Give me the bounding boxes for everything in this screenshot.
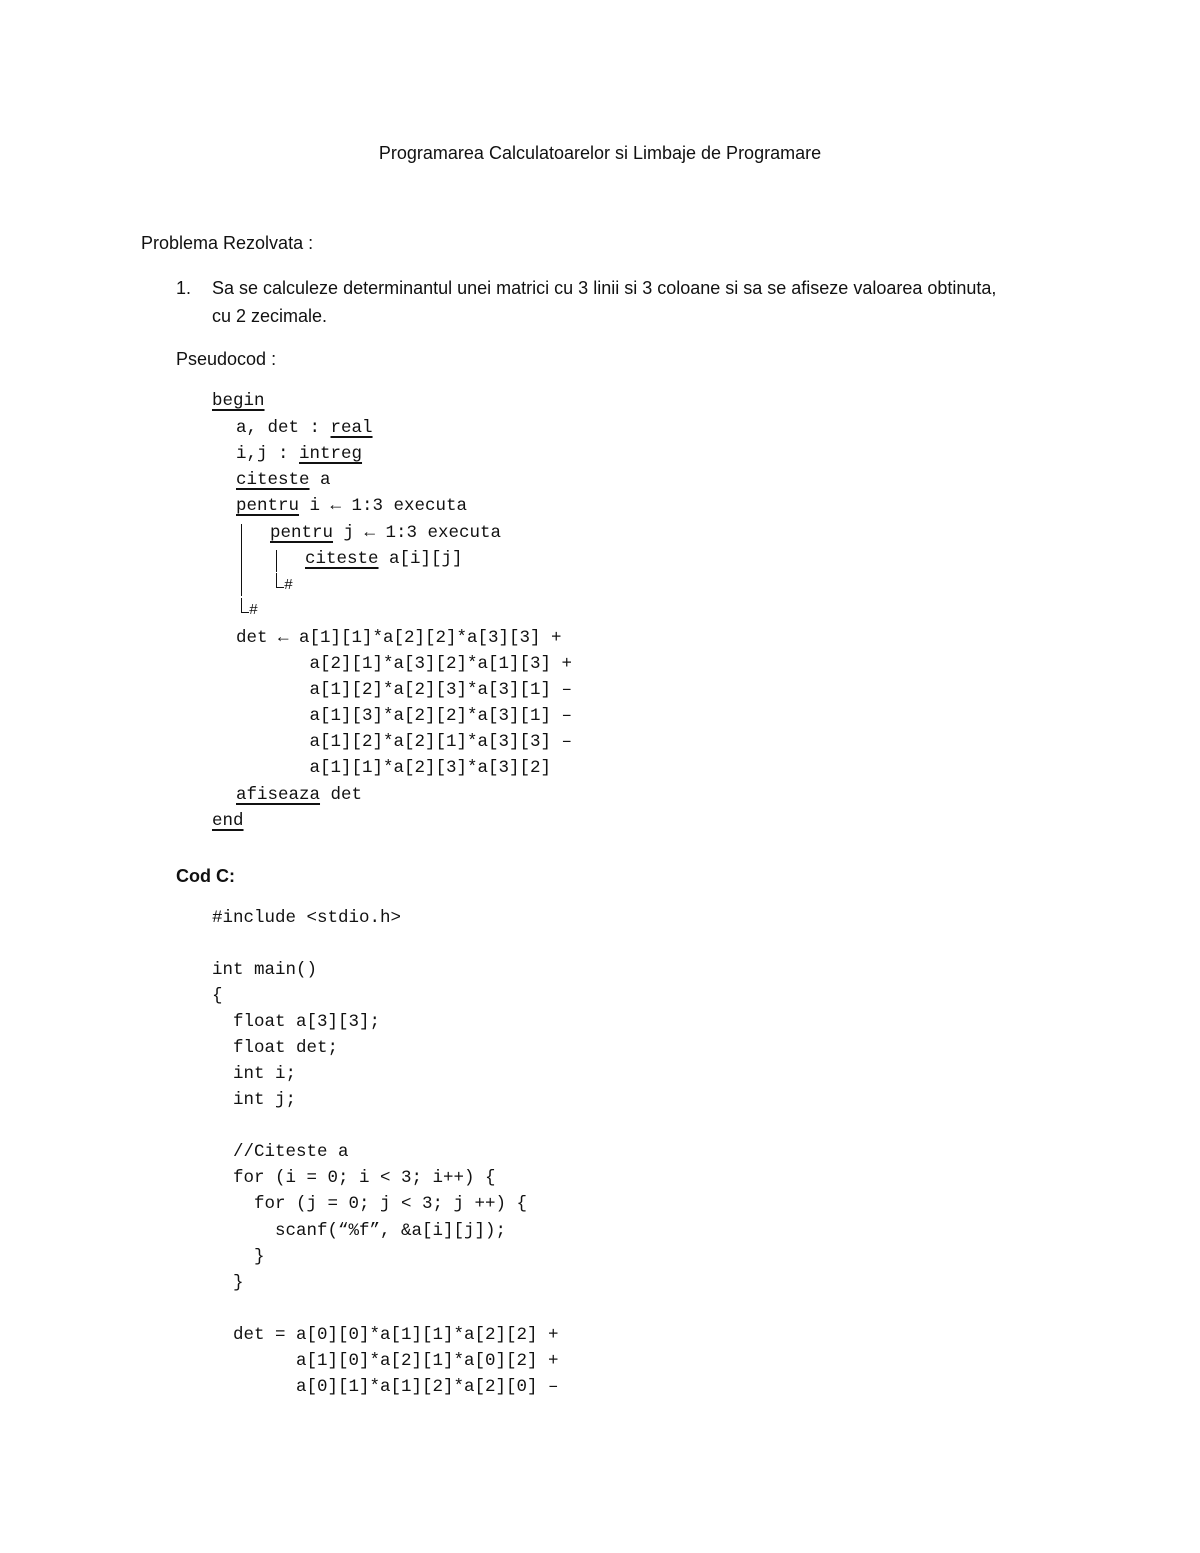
c-code-line: int j; (212, 1090, 297, 1110)
for-inner-rest: j ← 1:3 executa (333, 523, 502, 543)
read-arg: a (309, 470, 331, 490)
pseudo-det-line: det ← a[1][1]*a[2][2]*a[3][3] + (236, 628, 562, 648)
problem-text-line-1: Sa se calculeze determinantul unei matrici cu 3 linii si 3 coloane si sa se afiseze valoarea obtinuta, (212, 278, 997, 298)
c-code-heading: Cod C: (176, 866, 235, 886)
for-outer-rest: i ← 1:3 executa (299, 496, 468, 516)
decl-vars: a, det : (236, 418, 331, 438)
pseudo-decl-intreg (236, 444, 362, 464)
inner-loop-end-mark: # (284, 577, 294, 594)
c-code-line: a[0][1]*a[1][2]*a[2][0] – (212, 1377, 559, 1397)
section-heading: Problema Rezolvata : (141, 233, 314, 253)
c-code-line: float det; (212, 1038, 339, 1058)
read-inner-arg: a[i][j] (378, 549, 463, 569)
c-code-line: } (212, 1247, 265, 1267)
pseudo-det-line: a[1][3]*a[2][2]*a[3][1] – (236, 706, 573, 726)
outer-loop-end-mark: # (249, 602, 259, 619)
c-code-line: #include <stdio.h> (212, 908, 402, 928)
pseudo-end (212, 811, 244, 831)
pseudo-for-outer (236, 496, 467, 516)
problem-text-line-2: cu 2 zecimale. (212, 306, 328, 326)
inner-loop-bar (276, 550, 277, 572)
keyword-afiseaza: afiseaza (236, 785, 321, 805)
c-code-line: { (212, 986, 223, 1006)
decl-vars: i,j : (236, 444, 300, 464)
pseudo-det-line: a[2][1]*a[3][2]*a[1][3] + (236, 654, 573, 674)
pseudo-begin (212, 391, 265, 411)
pseudo-print (236, 785, 362, 805)
outer-loop-corner (241, 598, 249, 613)
pseudocode-heading: Pseudocod : (176, 349, 277, 369)
pseudo-det-line: a[1][1]*a[2][3]*a[3][2] (236, 758, 552, 778)
keyword-begin: begin (212, 391, 265, 411)
c-code-line: int i; (212, 1064, 297, 1084)
inner-loop-corner (276, 573, 284, 588)
keyword-intreg: intreg (299, 444, 363, 464)
c-code-line: for (j = 0; j < 3; j ++) { (212, 1194, 528, 1214)
pseudo-decl-real (236, 418, 373, 438)
print-arg: det (320, 785, 363, 805)
c-code-line: for (i = 0; i < 3; i++) { (212, 1168, 496, 1188)
pseudo-for-inner (270, 523, 501, 543)
keyword-pentru: pentru (236, 496, 300, 516)
pseudo-read-inner (305, 549, 463, 569)
c-code-line: scanf(“%f”, &a[i][j]); (212, 1221, 507, 1241)
outer-loop-bar (241, 524, 242, 596)
c-code-line: a[1][0]*a[2][1]*a[0][2] + (212, 1351, 559, 1371)
c-code-line: //Citeste a (212, 1142, 349, 1162)
pseudo-det-line: a[1][2]*a[2][3]*a[3][1] – (236, 680, 573, 700)
problem-number: 1. (176, 278, 192, 298)
c-code-line: int main() (212, 960, 318, 980)
c-code-line: } (212, 1273, 244, 1293)
pseudo-det-line: a[1][2]*a[2][1]*a[3][3] – (236, 732, 573, 752)
page-title: Programarea Calculatoarelor si Limbaje de Programare (378, 143, 822, 163)
keyword-end: end (212, 811, 244, 831)
keyword-citeste: citeste (305, 549, 379, 569)
pseudo-read (236, 470, 331, 490)
keyword-citeste: citeste (236, 470, 310, 490)
keyword-real: real (330, 418, 373, 438)
c-code-line: float a[3][3]; (212, 1012, 381, 1032)
c-code-line: det = a[0][0]*a[1][1]*a[2][2] + (212, 1325, 559, 1345)
keyword-pentru: pentru (270, 523, 334, 543)
